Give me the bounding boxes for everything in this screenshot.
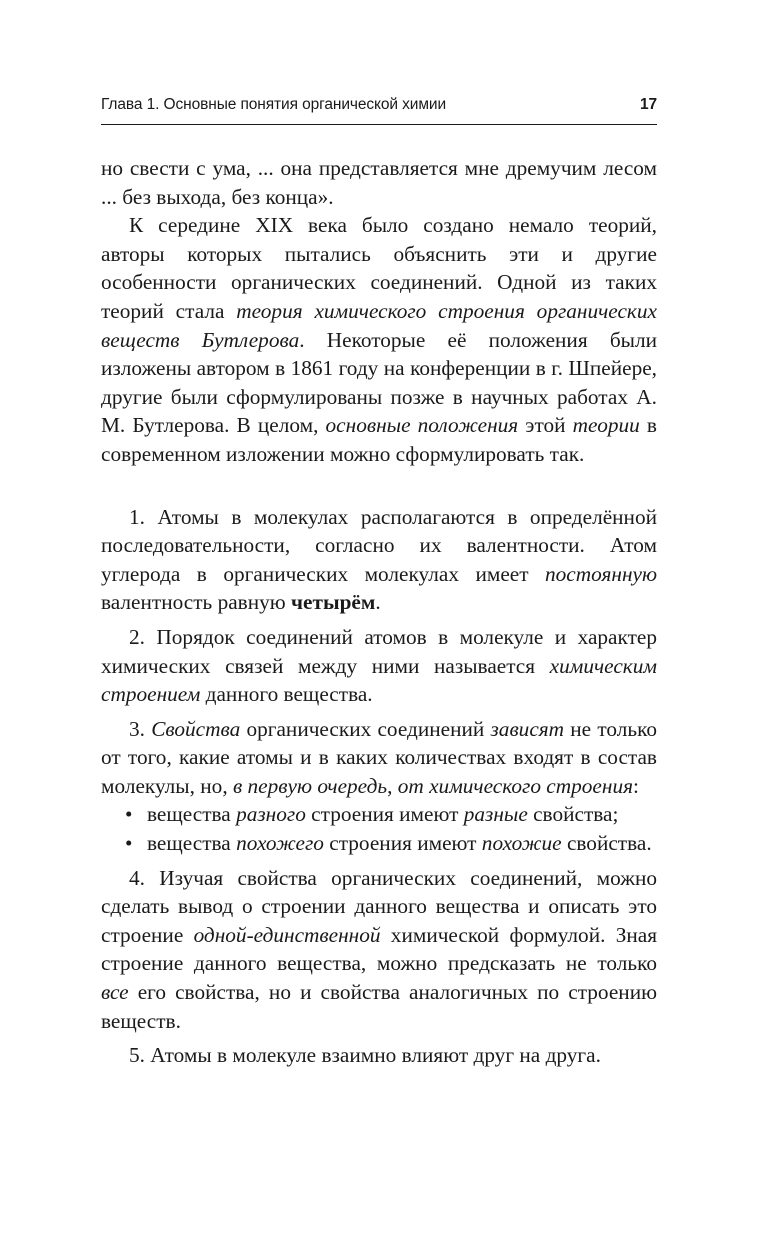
list-item-4 xyxy=(101,864,657,1036)
text-run: вещества xyxy=(147,831,237,856)
list-item-1 xyxy=(101,503,657,617)
bullet-icon: • xyxy=(125,831,133,856)
emphasis: постоянную xyxy=(545,561,657,586)
emphasis: от химического строения xyxy=(397,773,633,798)
text-run: К середине XIX века было создано немало теорий, авторы которых пытались объяснить эти и другие особенности органических соединений. Одной из таких теорий стала xyxy=(101,213,657,323)
emphasis: разного xyxy=(236,802,306,827)
text-run: . Некоторые её положения были изложены автором в 1861 году на конференции в г. Шпейере, другие были сформулированы позже в научных работах А. М. Бутлерова. В целом, xyxy=(101,327,658,438)
emphasis: Свойства xyxy=(151,716,241,741)
bullet-item xyxy=(101,829,657,858)
text-run: данного вещества. xyxy=(200,682,373,707)
bullet-list xyxy=(101,800,657,857)
text-run: 4. Изучая свойства органических соединений, можно сделать вывод о строении данного вещества и описать это строение xyxy=(101,865,657,947)
emphasis: все xyxy=(101,980,129,1005)
emphasis: теория химического строения органических веществ Бутлерова xyxy=(101,298,657,352)
text-run: 5. Атомы в молекуле взаимно влияют друг на друга. xyxy=(129,1043,601,1068)
emphasis: одной-единственной xyxy=(193,922,381,947)
emphasis: зависят xyxy=(490,716,565,741)
list-item-5 xyxy=(101,1041,657,1070)
paragraph-gap xyxy=(101,469,657,497)
text-run: свойства. xyxy=(561,831,652,856)
emphasis: похожие xyxy=(481,831,562,856)
text-run: не только от того, какие атомы и в каких количествах входят в состав молекулы, но, xyxy=(101,716,657,798)
text-run: в современном изложении можно сформулировать так. xyxy=(101,413,657,466)
header-rule xyxy=(101,124,657,125)
emphasis: теории xyxy=(572,413,640,438)
emphasis: похожего xyxy=(236,831,324,856)
bold-emphasis: четырём xyxy=(291,590,376,615)
bullet-item xyxy=(101,800,657,829)
text-run: 2. Порядок соединений атомов в молекуле и характер химических связей между ними называется xyxy=(101,624,657,678)
page-body xyxy=(101,154,657,1070)
list-item-3 xyxy=(101,715,657,801)
text-run: строения имеют xyxy=(323,831,482,856)
text-run: . xyxy=(375,590,381,615)
text-run: 3. xyxy=(129,716,152,741)
text-run: 1. Атомы в молекулах располагаются в определённой последовательности, согласно их валентности. Атом углерода в органических молекулах имеет xyxy=(101,504,657,586)
text-run: : xyxy=(633,773,639,798)
paragraph-continuation xyxy=(101,154,657,211)
text-run: органических соединений xyxy=(240,716,491,741)
bullet-icon: • xyxy=(125,802,133,827)
text-run: строения имеют xyxy=(305,802,464,827)
page-number: 17 xyxy=(639,96,657,113)
text-run: химической формулой. Зная строение данного вещества, можно предсказать не только xyxy=(101,922,658,976)
text-run: вещества xyxy=(147,802,237,827)
text-run: его свойства, но и свойства аналогичных по строению веществ. xyxy=(101,980,657,1033)
text-run: свойства; xyxy=(527,802,619,827)
running-head xyxy=(101,96,657,114)
emphasis: в первую очередь xyxy=(232,773,388,798)
emphasis: разные xyxy=(463,802,528,827)
text-run: , xyxy=(387,773,398,798)
chapter-title: Глава 1. Основные понятия органической химии xyxy=(101,96,447,113)
text-run: этой xyxy=(518,413,573,438)
paragraph-intro xyxy=(101,211,657,468)
emphasis: основные положения xyxy=(325,413,519,438)
emphasis: химическим строением xyxy=(101,653,657,707)
text-run: валентность равную xyxy=(101,590,292,615)
list-item-2 xyxy=(101,623,657,709)
text-run: но свести с ума, ... она представляется мне дремучим лесом ... без выхода, без конца». xyxy=(101,156,657,209)
